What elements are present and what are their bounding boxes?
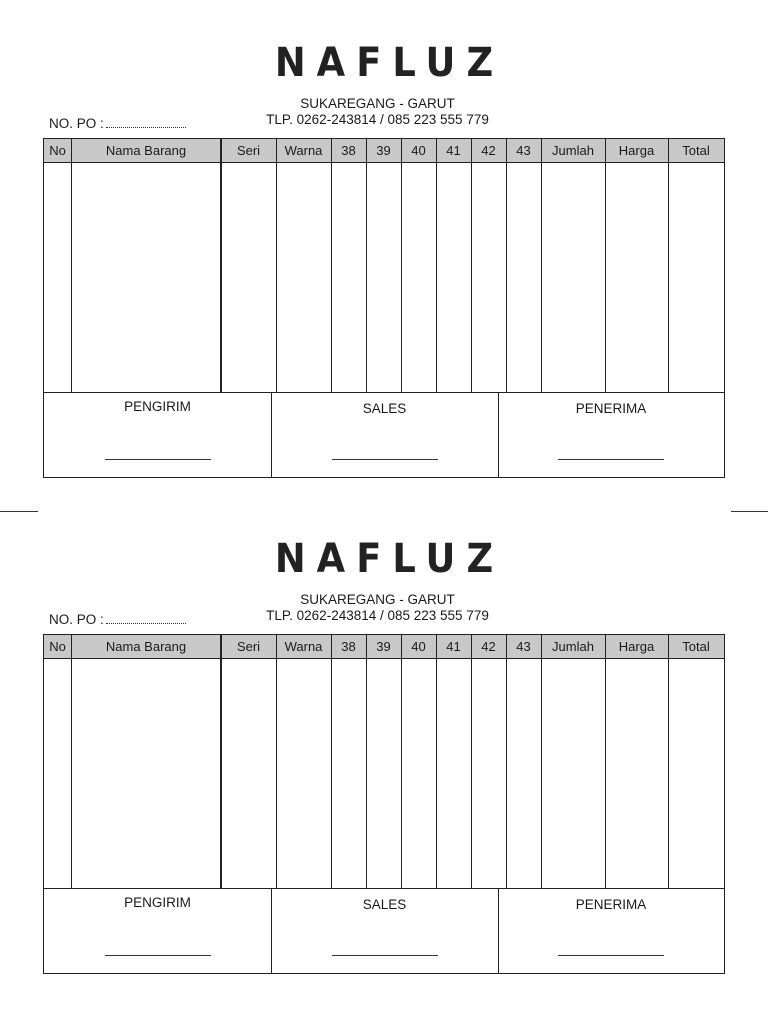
signature-divider xyxy=(44,392,724,393)
signature-line xyxy=(105,955,211,956)
column-divider xyxy=(220,635,222,888)
column-divider xyxy=(506,635,507,888)
signature-label: SALES xyxy=(362,897,407,912)
column-divider xyxy=(71,139,72,392)
column-header: Seri xyxy=(236,639,261,654)
column-divider xyxy=(605,139,606,392)
column-header: Total xyxy=(682,639,710,654)
po-dotted-line xyxy=(106,117,186,128)
column-header: 40 xyxy=(411,639,426,654)
column-header: Total xyxy=(682,143,710,158)
column-divider xyxy=(541,139,542,392)
column-header: 41 xyxy=(446,143,461,158)
column-divider xyxy=(331,139,332,392)
column-divider xyxy=(471,635,472,888)
column-header: 38 xyxy=(341,143,356,158)
column-header: 42 xyxy=(481,143,496,158)
column-header: 38 xyxy=(341,639,356,654)
column-header: Nama Barang xyxy=(105,639,187,654)
column-divider xyxy=(401,635,402,888)
po-label: NO. PO : xyxy=(49,612,104,627)
column-header: 39 xyxy=(376,639,391,654)
cut-mark-left xyxy=(0,511,38,512)
column-divider xyxy=(605,635,606,888)
column-header: No xyxy=(49,639,66,654)
column-header: 43 xyxy=(516,639,531,654)
column-divider xyxy=(506,139,507,392)
order-table xyxy=(43,138,725,478)
po-dotted-line xyxy=(106,613,186,624)
column-divider xyxy=(366,139,367,392)
table-header xyxy=(44,139,724,163)
column-header: 41 xyxy=(446,639,461,654)
column-divider xyxy=(668,635,669,888)
signature-divider xyxy=(44,888,724,889)
column-divider xyxy=(401,139,402,392)
order-table xyxy=(43,634,725,974)
column-divider xyxy=(436,139,437,392)
column-header: No xyxy=(49,143,66,158)
column-divider xyxy=(436,635,437,888)
column-header: 42 xyxy=(481,639,496,654)
signature-label: PENGIRIM xyxy=(124,399,191,414)
signature-label: PENGIRIM xyxy=(124,895,191,910)
table-header xyxy=(44,635,724,659)
company-address: SUKAREGANG - GARUT xyxy=(300,592,455,607)
column-divider xyxy=(471,139,472,392)
cut-mark-right xyxy=(731,511,768,512)
column-divider xyxy=(276,139,277,392)
column-divider xyxy=(220,139,222,392)
column-divider xyxy=(331,635,332,888)
company-phone: TLP. 0262-243814 / 085 223 555 779 xyxy=(266,112,489,127)
column-header: Harga xyxy=(618,639,655,654)
order-form-1 xyxy=(0,0,768,480)
column-header: Jumlah xyxy=(552,143,594,158)
column-header: Jumlah xyxy=(552,639,594,654)
po-number-field[interactable] xyxy=(49,612,186,627)
column-divider xyxy=(276,635,277,888)
column-header: Seri xyxy=(236,143,261,158)
signature-line xyxy=(105,459,211,460)
column-header: Harga xyxy=(618,143,655,158)
column-header: Warna xyxy=(284,639,323,654)
column-divider xyxy=(366,635,367,888)
signature-label: PENERIMA xyxy=(575,401,647,416)
column-divider xyxy=(541,635,542,888)
column-header: Warna xyxy=(284,143,323,158)
po-label: NO. PO : xyxy=(49,116,104,131)
column-header: Nama Barang xyxy=(105,143,187,158)
signature-label: PENERIMA xyxy=(575,897,647,912)
signature-line xyxy=(332,955,438,956)
column-header: 39 xyxy=(376,143,391,158)
brand-logo: NAFLUZ xyxy=(274,536,505,582)
signature-line xyxy=(558,955,664,956)
signature-label: SALES xyxy=(362,401,407,416)
signature-line xyxy=(558,459,664,460)
po-number-field[interactable] xyxy=(49,116,186,131)
signature-line xyxy=(332,459,438,460)
brand-logo: NAFLUZ xyxy=(274,40,505,86)
column-header: 40 xyxy=(411,143,426,158)
column-header: 43 xyxy=(516,143,531,158)
order-form-2 xyxy=(0,496,768,976)
company-phone: TLP. 0262-243814 / 085 223 555 779 xyxy=(266,608,489,623)
column-divider xyxy=(71,635,72,888)
company-address: SUKAREGANG - GARUT xyxy=(300,96,455,111)
column-divider xyxy=(668,139,669,392)
